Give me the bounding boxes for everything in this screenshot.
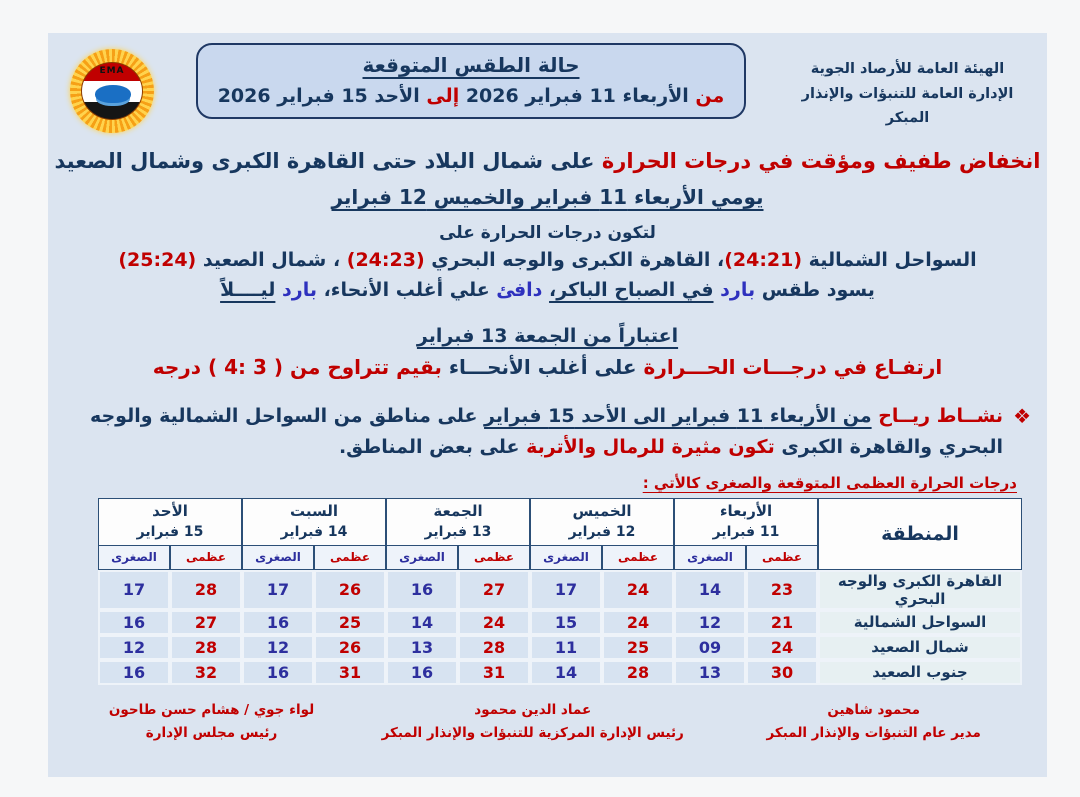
signature-name: لواء جوي / هشام حسن طاحون: [108, 701, 315, 718]
signature-title: رئيس الإدارة المركزية للتنبؤات والإنذار المبكر: [381, 724, 684, 741]
wind-activity-text: [68, 401, 1003, 464]
bullet-red-2: تكون مثيرة للرمال والأتربة: [519, 436, 775, 459]
max-label: عظمى: [746, 546, 818, 570]
forecast-date-range: [208, 85, 734, 107]
min-label: الصغرى: [98, 546, 170, 570]
day-date: 13 فبراير: [424, 524, 492, 541]
max-temp: 24: [746, 635, 818, 660]
min-temp: 15: [530, 610, 602, 635]
max-temp: 24: [458, 610, 530, 635]
max-temp: 24: [602, 570, 674, 610]
wind-activity-paragraph: [68, 401, 1031, 464]
bullet-navy-1: على مناطق من السواحل الشمالية والوجه البحري والقاهرة الكبرى: [89, 405, 1004, 459]
line4-temps-1: (24:21): [724, 249, 803, 271]
max-temp: 26: [314, 635, 386, 660]
signature-title: رئيس مجلس الإدارة: [145, 724, 278, 741]
table-row: [98, 610, 1022, 635]
min-label: الصغرى: [386, 546, 458, 570]
day-header-saturday: [242, 498, 386, 546]
forecast-line-6: اعتباراً من الجمعة 13 فبراير: [416, 325, 679, 347]
day-header-thursday: [530, 498, 674, 546]
line4-region-2: ، القاهرة الكبرى والوجه البحري: [424, 249, 725, 271]
max-temp: 28: [170, 570, 242, 610]
region-name: شمال الصعيد: [818, 635, 1022, 660]
forecast-line-2: يومي الأربعاء 11 فبراير والخميس 12 فبراير: [331, 185, 764, 209]
day-date: 15 فبراير: [136, 524, 204, 541]
signature-title: مدير عام التنبؤات والإنذار المبكر: [766, 724, 981, 741]
table-row: [98, 635, 1022, 660]
max-temp: 28: [458, 635, 530, 660]
min-temp: 16: [242, 660, 314, 685]
day-header-sunday: [98, 498, 242, 546]
min-temp: 12: [674, 610, 746, 635]
max-temp: 31: [314, 660, 386, 685]
signature-central-admin-head: [335, 699, 730, 745]
authority-name: [780, 41, 1035, 131]
max-temp: 31: [458, 660, 530, 685]
forecast-line-1: [48, 149, 1047, 173]
min-temp: 17: [530, 570, 602, 610]
table-row: [98, 570, 1022, 610]
region-column-header: المنطقة: [818, 498, 1022, 570]
min-temp: 16: [98, 610, 170, 635]
diamond-bullet-icon: ❖: [1013, 404, 1031, 428]
line5-underlined-2: ليــــلاً: [220, 279, 276, 301]
day-name: الأربعاء: [719, 502, 773, 521]
forecast-line-7: [48, 355, 1047, 379]
min-temp: 14: [386, 610, 458, 635]
min-temp: 16: [386, 660, 458, 685]
forecast-line-4: [48, 249, 1047, 271]
bullet-date-range: من الأربعاء 11 فبراير الى الأحد 15 فبراير: [484, 405, 872, 427]
line4-region-3: ، شمال الصعيد: [196, 249, 347, 271]
day-date: 11 فبراير: [712, 524, 780, 541]
date-part-2: الأحد 15 فبراير 2026: [217, 85, 420, 107]
signature-chairman: [88, 699, 335, 745]
authority-line-2: الإدارة العامة للتنبؤات والإنذار المبكر: [801, 85, 1014, 127]
day-date: 12 فبراير: [568, 524, 636, 541]
max-label: عظمى: [170, 546, 242, 570]
line4-temps-2: (24:23): [346, 249, 425, 271]
page-title: حالة الطقس المتوقعة: [362, 53, 580, 77]
max-temp: 28: [170, 635, 242, 660]
line7-red-2: بقيم تتراوح من: [283, 355, 442, 379]
day-header-wednesday: [674, 498, 818, 546]
max-temp: 26: [314, 570, 386, 610]
line4-region-1: السواحل الشمالية: [802, 249, 977, 271]
max-temp: 27: [170, 610, 242, 635]
ema-logo-text: EMA: [99, 66, 125, 76]
region-name: جنوب الصعيد: [818, 660, 1022, 685]
max-label: عظمى: [314, 546, 386, 570]
cloud-icon: [95, 85, 131, 103]
max-temp: 28: [602, 660, 674, 685]
day-header-friday: [386, 498, 530, 546]
min-temp: 17: [242, 570, 314, 610]
signature-director-general: [730, 699, 1017, 745]
max-temp: 30: [746, 660, 818, 685]
line7-degree-range: ( 4: 3 ): [208, 355, 284, 379]
signature-name: محمود شاهين: [827, 701, 920, 718]
header-bar: [48, 33, 1047, 129]
min-temp: 12: [242, 635, 314, 660]
bullet-red-1: نشــاط ريــاح: [871, 405, 1004, 427]
line5-cold-2: بارد: [275, 279, 317, 301]
temperature-table: [98, 498, 1022, 685]
date-part-1: الأربعاء 11 فبراير 2026: [459, 85, 689, 107]
ema-logo: [62, 47, 162, 135]
min-temp: 13: [386, 635, 458, 660]
max-label: عظمى: [458, 546, 530, 570]
max-temp: 32: [170, 660, 242, 685]
authority-line-1: الهيئة العامة للأرصاد الجوية: [810, 61, 1005, 77]
date-from-word: من: [688, 85, 725, 107]
min-temp: 14: [674, 570, 746, 610]
day-name: الأحد: [152, 502, 188, 521]
day-name: السبت: [289, 502, 339, 521]
min-temp: 13: [674, 660, 746, 685]
line5-warm: دافئ: [489, 279, 550, 301]
signatures: [88, 699, 1017, 745]
max-label: عظمى: [602, 546, 674, 570]
line5-underlined-1: في الصباح الباكر،: [549, 279, 714, 301]
region-name: القاهرة الكبرى والوجه البحري: [818, 570, 1022, 610]
min-temp: 14: [530, 660, 602, 685]
max-temp: 24: [602, 610, 674, 635]
min-temp: 16: [242, 610, 314, 635]
table-caption: درجات الحرارة العظمى المتوقعة والصغرى كالأتي :: [642, 473, 1017, 492]
min-label: الصغرى: [530, 546, 602, 570]
line4-temps-3: (25:24): [118, 249, 197, 271]
line5-seg-1: يسود طقس: [755, 279, 875, 301]
min-temp: 09: [674, 635, 746, 660]
signature-name: عماد الدين محمود: [474, 701, 592, 718]
day-header-row: [98, 498, 1022, 546]
min-label: الصغرى: [242, 546, 314, 570]
forecast-line-3: لتكون درجات الحرارة على: [439, 223, 656, 243]
title-box: [196, 43, 746, 119]
line7-navy: على أغلب الأنحـــاء: [441, 355, 637, 379]
day-date: 14 فبراير: [280, 524, 348, 541]
min-temp: 12: [98, 635, 170, 660]
line1-navy-segment: على شمال البلاد حتى القاهرة الكبرى وشمال الصعيد: [54, 149, 595, 173]
max-temp: 25: [602, 635, 674, 660]
day-name: الخميس: [572, 502, 632, 521]
min-label: الصغرى: [674, 546, 746, 570]
day-name: الجمعة: [433, 502, 483, 521]
date-to-word: إلى: [419, 85, 460, 107]
line1-red-segment: انخفاض طفيف ومؤقت في درجات الحرارة: [594, 149, 1041, 173]
min-temp: 11: [530, 635, 602, 660]
line7-red-3: درجه: [152, 355, 209, 379]
max-temp: 23: [746, 570, 818, 610]
table-row: [98, 660, 1022, 685]
ema-globe-icon: [81, 62, 143, 120]
max-temp: 21: [746, 610, 818, 635]
line5-seg-2: علي أغلب الأنحاء،: [316, 279, 490, 301]
min-temp: 16: [98, 660, 170, 685]
min-temp: 17: [98, 570, 170, 610]
max-temp: 25: [314, 610, 386, 635]
line5-cold-1: بارد: [713, 279, 756, 301]
line7-red-1: ارتفـاع في درجـــات الحـــرارة: [636, 355, 943, 379]
weather-bulletin: [48, 33, 1047, 777]
min-temp: 16: [386, 570, 458, 610]
max-temp: 27: [458, 570, 530, 610]
forecast-line-5: [48, 279, 1047, 301]
bullet-navy-2: على بعض المناطق.: [338, 436, 520, 459]
region-name: السواحل الشمالية: [818, 610, 1022, 635]
